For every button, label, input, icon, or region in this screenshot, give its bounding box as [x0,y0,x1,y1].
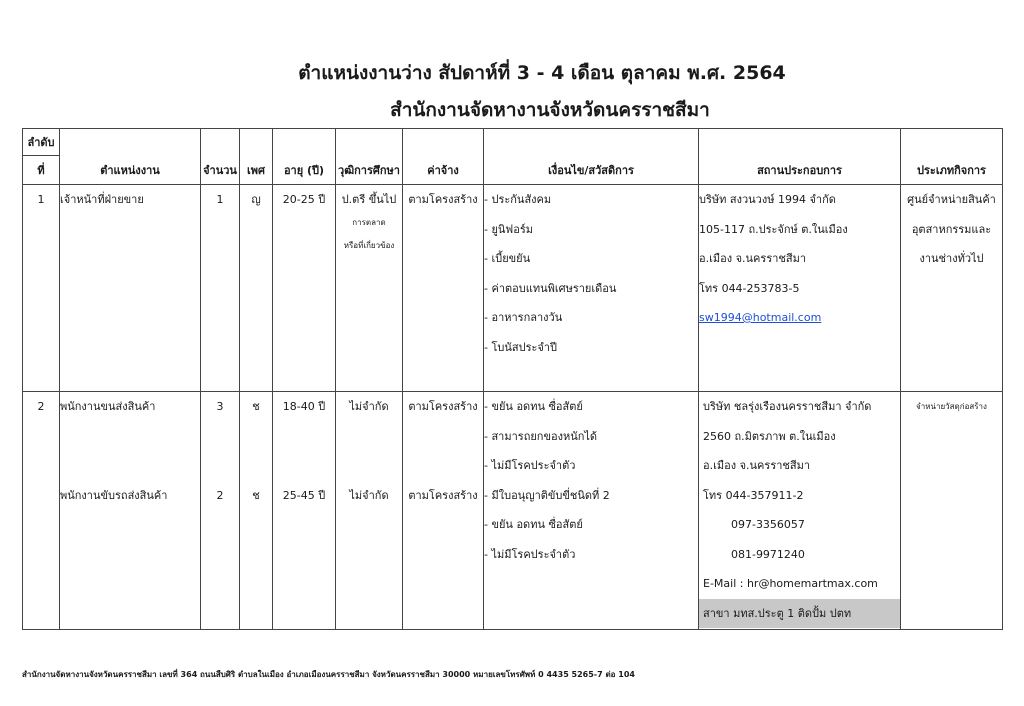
benefit-item: - โบนัสประจำปี [484,340,557,354]
company-line: บริษัท สงวนวงษ์ 1994 จำกัด [699,193,836,206]
header-company: สถานประกอบการ [699,156,901,185]
header-wage: ค่าจ้าง [403,156,484,185]
header-no-top: ลำดับ [23,129,60,156]
row-number: 1 [37,193,45,206]
company-line: บริษัท ชลรุ่งเรืองนครราชสีมา จำกัด [703,400,872,413]
education-note: การตลาด [352,217,386,227]
wage: ตามโครงสร้าง [408,488,478,502]
business-type: จำหน่ายวัสดุก่อสร้าง [916,402,987,411]
business-type: อุตสาหกรรมและ [911,222,992,236]
header-business: ประเภทกิจการ [901,156,1003,185]
company-line: อ.เมือง จ.นครราชสีมา [699,252,807,265]
company-line: 081-9971240 [703,547,805,561]
age-range: 25-45 ปี [282,488,326,502]
header-education: วุฒิการศึกษา [336,156,403,185]
sex: ช [252,488,260,502]
vacancy-count: 2 [216,488,224,502]
education: ป.ตรี ขึ้นไป [341,193,397,206]
wage: ตามโครงสร้าง [408,193,478,206]
page-subtitle: สำนักงานจัดหางานจังหวัดนครราชสีมา [390,99,710,121]
business-type: ศูนย์จำหน่ายสินค้า [907,193,996,206]
position-name: เจ้าหน้าที่ฝ่ายขาย [60,193,144,206]
benefit-item: - เบี้ยขยัน [484,252,531,265]
wage: ตามโครงสร้าง [408,400,478,413]
header-age: อายุ (ปี) [273,156,336,185]
benefit-item: - ยูนิฟอร์ม [484,222,533,236]
header-benefits: เงื่อนไข/สวัสดิการ [484,156,699,185]
job-vacancy-table [22,128,1003,630]
benefit-item: - มีใบอนุญาติขับขี่ชนิดที่ 2 [484,488,610,502]
benefit-item: - ค่าตอบแทนพิเศษรายเดือน [484,281,617,295]
company-branch: สาขา มทส.ประตู 1 ติดปั้ม ปตท [699,599,900,629]
sex: ช [252,400,260,413]
age-range: 20-25 ปี [282,193,326,206]
age-range: 18-40 ปี [282,400,326,413]
table-row [23,392,1003,630]
education-note: หรือที่เกี่ยวข้อง [343,240,395,250]
header-position: ตำแหน่งงาน [60,156,201,185]
company-line: โทร 044-357911-2 [703,488,804,502]
benefit-item: - ประกันสังคม [484,193,552,206]
position-name: พนักงานขับรถส่งสินค้า [60,488,168,502]
benefit-item: - ขยัน อดทน ซื่อสัตย์ [484,518,583,531]
position-name: พนักงานขนส่งสินค้า [60,400,156,413]
company-line: 097-3356057 [703,518,805,531]
vacancy-count: 1 [216,193,224,206]
benefit-item: - ขยัน อดทน ซื่อสัตย์ [484,400,583,413]
benefit-item: - สามารถยกของหนักได้ [484,429,598,443]
company-email-link[interactable]: sw1994@hotmail.com [699,311,822,324]
company-line: โทร 044-253783-5 [699,281,800,295]
table-row [23,185,1003,392]
company-email: E-Mail : hr@homemartmax.com [703,577,878,590]
education: ไม่จำกัด [349,400,389,413]
vacancy-count: 3 [216,400,224,413]
sex: ญ [251,193,261,206]
benefit-item: - ไม่มีโรคประจำตัว [484,459,576,472]
company-line: 2560 ถ.มิตรภาพ ต.ในเมือง [703,429,836,443]
row-number: 2 [37,400,45,413]
company-line: อ.เมือง จ.นครราชสีมา [703,459,811,472]
business-type: งานช่างทั่วไป [919,252,984,265]
education: ไม่จำกัด [349,488,389,502]
benefit-item: - อาหารกลางวัน [484,311,563,324]
header-sex: เพศ [240,156,273,185]
benefit-item: - ไม่มีโรคประจำตัว [484,547,576,561]
header-no-bottom: ที่ [23,156,60,185]
page-title: ตำแหน่งงานว่าง สัปดาห์ที่ 3 - 4 เดือน ตุลาคม พ.ศ. 2564 [298,62,786,84]
company-line: 105-117 ถ.ประจักษ์ ต.ในเมือง [699,222,848,236]
header-count: จำนวน [201,156,240,185]
footer-address: สำนักงานจัดหางานจังหวัดนครราชสีมา เลขที่ 364 ถนนสืบศิริ ตำบลในเมือง อำเภอเมืองนครราชสีมา จังหวัดนครราชสีมา 30000 หมายเลขโทรศัพท์ 0 4435 5265-7 ต่อ 104 [22,670,635,679]
